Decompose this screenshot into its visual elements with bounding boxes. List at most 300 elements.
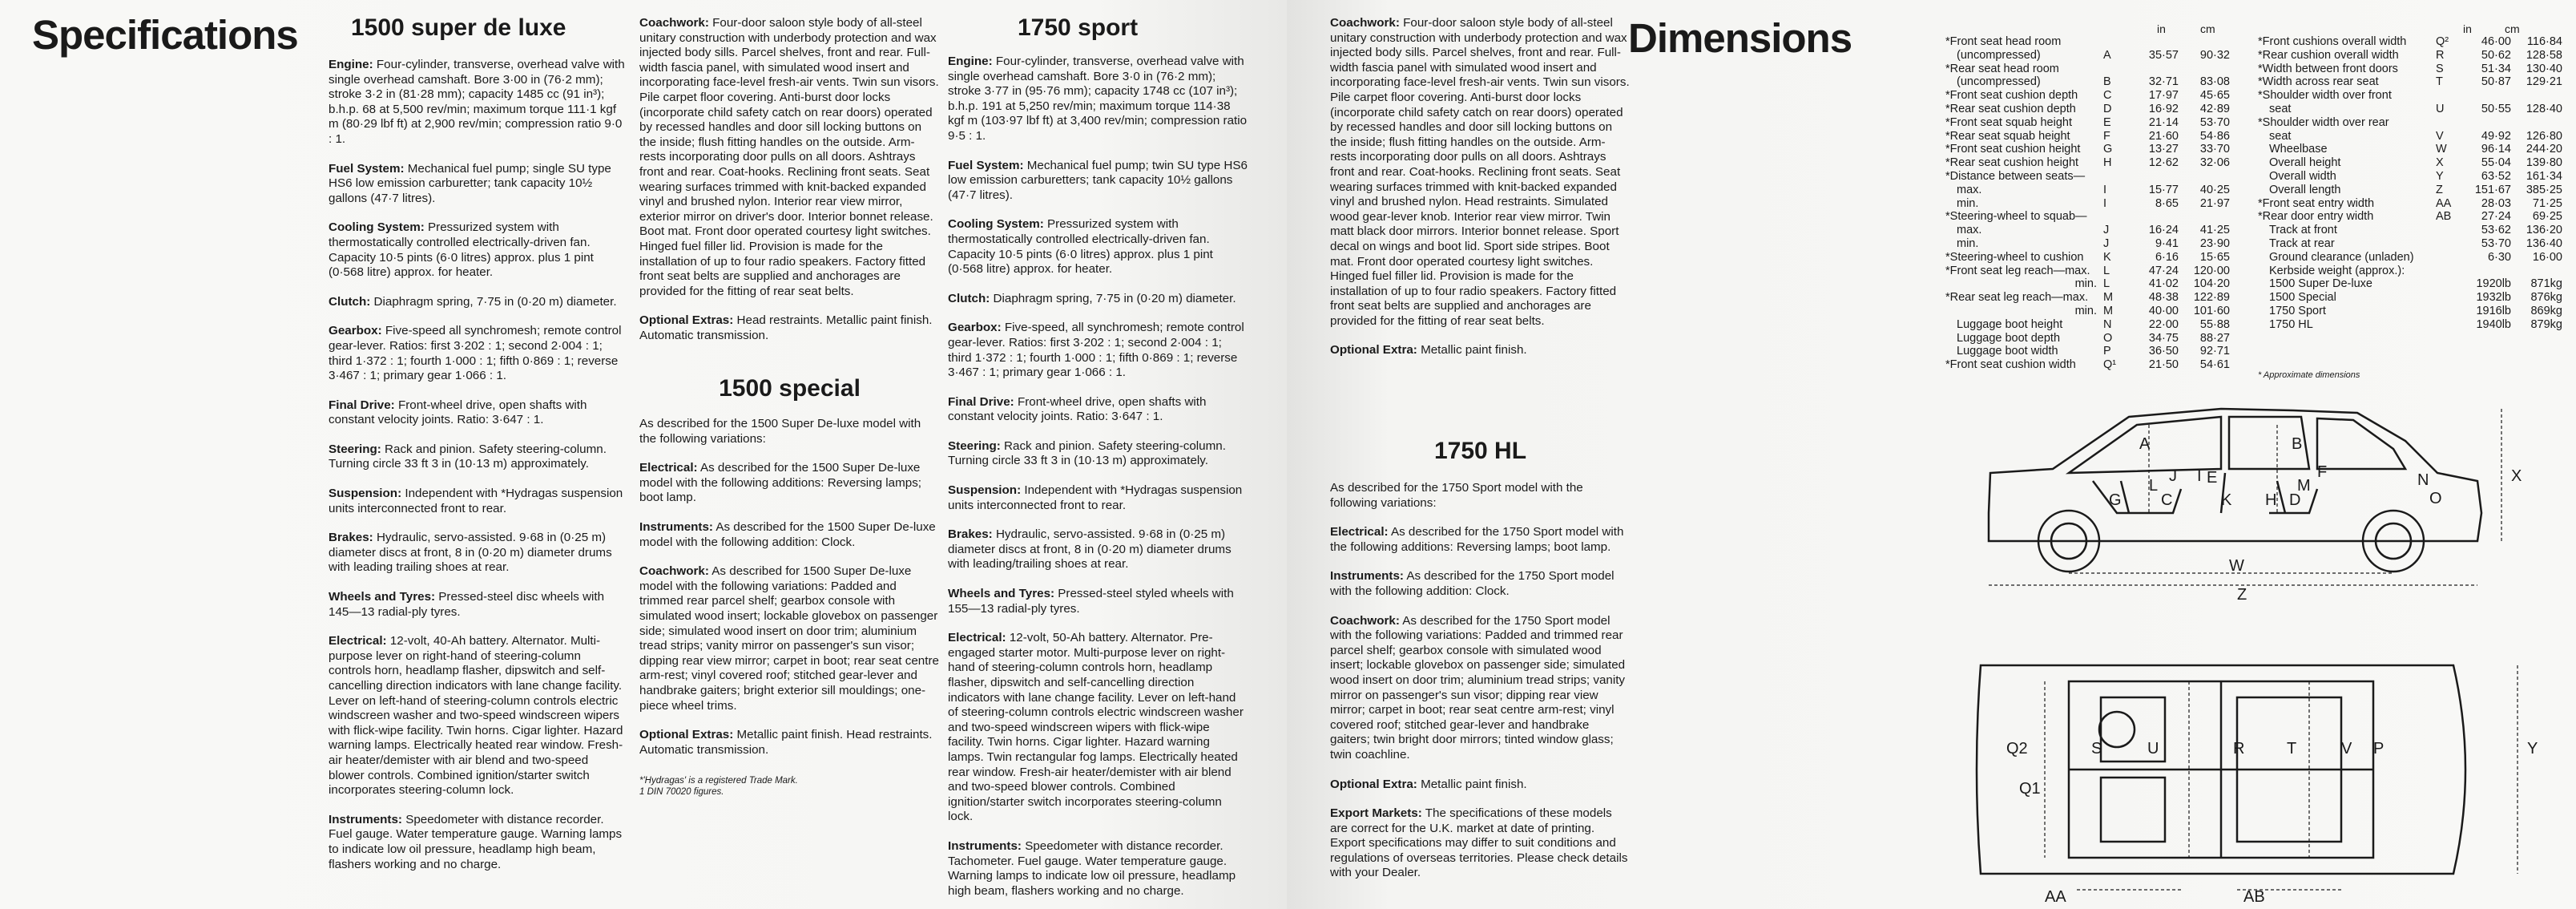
special-spec-text: As described for the 1500 Super De-luxe model with the following addition: Clock. xyxy=(639,519,936,549)
hl-intro: As described for the 1750 Sport model with the following variations: xyxy=(1330,481,1583,510)
dimension-row xyxy=(1945,184,2230,197)
dimension-label: (uncompressed) xyxy=(1957,48,2041,62)
dimension-inches xyxy=(2460,89,2511,103)
sdl-spec-label: Final Drive: xyxy=(329,398,395,412)
sdl-spec-label: Optional Extras: xyxy=(639,313,734,328)
dimension-label: *Shoulder width over rear xyxy=(2258,115,2389,129)
dimension-label: *Width across rear seat xyxy=(2258,75,2379,89)
dimension-inches: 40·00 xyxy=(2148,304,2179,317)
dimension-row xyxy=(2258,75,2562,89)
dimension-code xyxy=(2436,237,2460,251)
dimension-row xyxy=(1945,224,2230,237)
dimension-label: *Front seat leg reach—max. xyxy=(1945,264,2090,277)
sport-spec-text: Five-speed, all synchromesh; remote control gear-lever. Ratios: first 3·202 : 1; second 2·004 : 1; third 1·372 : 1; fourth 1·000 : 1; fifth 0·869 : 1; reverse 3·467 : 1; primary gear 1·066 : 1. xyxy=(948,321,1244,380)
sport-spec-text: Hydraulic, servo-assisted. 9·68 in (0·25 m) diameter discs at front, 8 in (0·20 m) diameter drums with leading/trailing shoes at rear. xyxy=(948,527,1232,572)
dimension-cm xyxy=(2511,89,2562,103)
sdl-spec-text: Mechanical fuel pump; single SU type HS6 low emission carburetter; tank capacity 10½ gallons (47·7 litres). xyxy=(329,161,611,205)
dimension-cm: 139·80 xyxy=(2526,156,2562,170)
dimension-row xyxy=(1945,358,2230,372)
hl-spec-label: Coachwork: xyxy=(1330,613,1400,628)
diagram-letter-aa: AA xyxy=(2045,888,2066,906)
diagram-letter-h: H xyxy=(2265,491,2277,509)
diagram-letter-e: E xyxy=(2207,469,2218,487)
dimension-label: seat xyxy=(2269,102,2292,115)
diagram-letter-k: K xyxy=(2221,491,2232,509)
dimension-cm xyxy=(2179,170,2230,184)
sdl-spec-text: Pressurized system with thermostatically controlled electrically-driven fan. Capacity 10·5 pints (6·0 litres) approx. plus 1 pint (0·568 litre) approx. for heater. xyxy=(329,220,594,280)
car-top-view-diagram xyxy=(1957,633,2566,906)
dimension-cm: 54·61 xyxy=(2199,358,2230,372)
sdl-spec-paragraph xyxy=(329,531,625,576)
dimension-code xyxy=(2103,170,2127,184)
sport-spec-paragraph xyxy=(948,631,1248,825)
hydragas-footnote: *'Hydragas' is a registered Trade Mark. xyxy=(639,776,798,786)
dimension-cm: 15·65 xyxy=(2199,250,2230,264)
diagram-letter-ab: AB xyxy=(2243,888,2265,906)
hl-column xyxy=(1330,481,1631,881)
dimension-row xyxy=(2258,184,2562,197)
left-page xyxy=(0,0,1287,909)
dimension-inches: 35·57 xyxy=(2148,48,2179,62)
dimension-row xyxy=(1945,89,2230,103)
dimension-row xyxy=(1945,251,2230,265)
dimension-cm: 122·89 xyxy=(2193,291,2230,305)
special-spec-label: Electrical: xyxy=(639,461,698,475)
diagram-letter-t: T xyxy=(2287,740,2297,758)
dimension-label: *Rear seat cushion height xyxy=(1945,156,2079,170)
dimension-inches: 50·55 xyxy=(2481,102,2511,115)
dimension-cm: 21·97 xyxy=(2199,196,2230,210)
sdl-spec-paragraph xyxy=(329,220,625,280)
special-spec-text: As described for the 1500 Super De-luxe model with the following additions: Reversing lamps; boot lamp. xyxy=(639,461,922,505)
dimension-row xyxy=(2258,35,2562,49)
sdl-spec-text: Independent with *Hydragas suspension units interconnected front to rear. xyxy=(329,487,623,515)
diagram-letter-q2: Q2 xyxy=(2006,740,2028,758)
sdl-spec-label: Fuel System: xyxy=(329,161,405,176)
dimension-inches: 47·24 xyxy=(2148,264,2179,277)
dimension-row xyxy=(1945,197,2230,211)
dimension-label: *Front seat cushion depth xyxy=(1945,89,2078,103)
hl-spec-text: As described for the 1750 Sport model with the following addition: Clock. xyxy=(1330,569,1615,598)
diagram-letter-z: Z xyxy=(2237,586,2247,604)
dimension-label: seat xyxy=(2269,129,2292,143)
dimension-row xyxy=(1945,170,2230,184)
sdl-spec-label: Gearbox: xyxy=(329,324,382,338)
dimension-code: I xyxy=(2103,183,2107,196)
dimension-inches: 53·62 xyxy=(2481,224,2511,237)
dimension-cm xyxy=(2511,265,2562,278)
dimension-cm: 869kg xyxy=(2530,304,2562,317)
car-side-view-diagram xyxy=(1957,393,2550,625)
dimension-label: Luggage boot width xyxy=(1957,345,2058,358)
dimension-row xyxy=(1945,156,2230,170)
sport-spec-text: Pressed-steel styled wheels with 155—13 radial-ply tyres. xyxy=(948,587,1234,616)
diagram-letter-a: A xyxy=(2139,435,2151,453)
dimension-cm: 40·25 xyxy=(2199,183,2230,196)
sport-cont-spec-label: Coachwork: xyxy=(1330,16,1400,30)
hl-section xyxy=(1330,439,1631,895)
sdl-spec-text: Head restraints. Metallic paint finish. Automatic transmission. xyxy=(639,313,933,342)
dimension-code: M xyxy=(2103,304,2114,317)
diagram-letter-v: V xyxy=(2341,740,2352,758)
sdl-spec-label: Electrical: xyxy=(329,634,387,648)
car-side-body xyxy=(1989,409,2481,572)
dimension-cm: 16·00 xyxy=(2532,250,2562,264)
dimension-label: *Front cushions overall width xyxy=(2258,35,2407,48)
sport-cont-spec-text: Metallic paint finish. xyxy=(1417,343,1527,358)
diagram-letter-q1: Q1 xyxy=(2019,780,2041,798)
dimension-inches xyxy=(2460,116,2511,130)
dimension-inches xyxy=(2127,210,2179,224)
dimension-code: X xyxy=(2436,156,2444,170)
dimension-cm: 32·06 xyxy=(2199,156,2230,170)
dimension-label: Overall length xyxy=(2269,183,2341,196)
dimension-inches: 51·34 xyxy=(2481,62,2511,75)
dimension-row xyxy=(2258,156,2562,170)
dimension-label: max. xyxy=(1957,183,1982,196)
dimension-inches: 17·97 xyxy=(2148,89,2179,103)
diagram-letter-r: R xyxy=(2233,740,2245,758)
sport-spec-paragraph xyxy=(948,159,1248,204)
diagram-letter-s: S xyxy=(2091,740,2102,758)
dimension-label: (uncompressed) xyxy=(1957,75,2041,89)
hl-spec-label: Optional Extra: xyxy=(1330,777,1417,791)
dimension-cm: 92·71 xyxy=(2199,345,2230,358)
hl-spec-paragraph xyxy=(1330,806,1631,881)
dimension-label: *Rear seat head room xyxy=(1945,62,2059,75)
sdl-spec-text: Speedometer with distance recorder. Fuel gauge. Water temperature gauge. Warning lamps to indicate low oil pressure, headlamp high beam, flashers working and no charge. xyxy=(329,812,623,871)
sport-continued-column xyxy=(1330,16,1631,373)
dimension-cm: 244·20 xyxy=(2526,143,2562,156)
sport-spec-label: Wheels and Tyres: xyxy=(948,587,1055,601)
dimension-cm: 879kg xyxy=(2530,317,2562,331)
dimension-code: G xyxy=(2103,143,2113,156)
dimension-row xyxy=(1945,291,2230,305)
dimension-inches: 1932lb xyxy=(2476,291,2511,305)
dimension-code: L xyxy=(2103,277,2110,291)
hl-spec-label: Instruments: xyxy=(1330,569,1404,584)
dimension-cm xyxy=(2179,210,2230,224)
dimension-inches xyxy=(2460,265,2511,278)
dimension-code xyxy=(2436,305,2460,318)
special-spec-paragraph xyxy=(639,520,940,550)
dimension-inches: 36·50 xyxy=(2148,345,2179,358)
dimension-cm: 88·27 xyxy=(2199,331,2230,345)
dimension-code: R xyxy=(2436,48,2445,62)
dimension-cm: 126·80 xyxy=(2526,129,2562,143)
dimension-inches: 49·92 xyxy=(2481,129,2511,143)
dimension-cm: 45·65 xyxy=(2199,89,2230,103)
dimension-row xyxy=(1945,332,2230,345)
diagram-letter-b: B xyxy=(2292,435,2303,453)
dimension-code: W xyxy=(2436,143,2447,156)
sdl-spec-label: Clutch: xyxy=(329,294,371,309)
dimension-cm: 136·20 xyxy=(2526,224,2562,237)
dimension-inches: 55·04 xyxy=(2481,156,2511,170)
dimension-inches: 12·62 xyxy=(2148,156,2179,170)
dimension-cm: 871kg xyxy=(2530,277,2562,291)
dimension-label: min. xyxy=(2074,277,2097,291)
dimension-label: Kerbside weight (approx.): xyxy=(2269,264,2405,277)
dimension-label: *Steering-wheel to squab— xyxy=(1945,210,2087,224)
sport-spec-paragraph xyxy=(948,839,1248,899)
dimension-code xyxy=(2436,116,2460,130)
dimension-inches: 96·14 xyxy=(2481,143,2511,156)
special-spec-text: Metallic paint finish. Head restraints. Automatic transmission. xyxy=(639,728,933,757)
hl-spec-text: The specifications of these models are correct for the U.K. market at date of printing. Export specifications may differ to suit conditions and regulations of overseas territories. Please check details with your Dealer. xyxy=(1330,806,1628,880)
sdl-spec-text: Front-wheel drive, open shafts with constant velocity joints. Ratio: 3·647 : 1. xyxy=(329,398,587,427)
sdl-spec-text: 12-volt, 40-Ah battery. Alternator. Multi-purpose lever on right-hand of steering-column controls horn, headlamp flasher, dipswitch and self-cancelling direction indicators with lane change facility. Lever on left-hand of steering-column controls electric windscreen washer and two-speed windscreen wipers with flick-wipe facility. Twin horns. Cigar lighter. Hazard warning lamps. Electrically heated rear window. Fresh-air heater/demister with air blend and two-speed blower controls. Combined ignition/starter switch incorporates steering-column lock. xyxy=(329,634,623,798)
dimension-cm xyxy=(2511,116,2562,130)
sport-spec-paragraph xyxy=(948,483,1248,513)
diagram-letter-g: G xyxy=(2109,491,2122,509)
sport-spec-paragraph xyxy=(948,439,1248,469)
sport-spec-text: Pressurized system with thermostatically controlled electrically-driven fan. Capacity 10·5 pints (6·0 litres) approx. plus 1 pint (0·568 litre) approx. for heater. xyxy=(948,217,1213,277)
sdl-spec-label: Cooling System: xyxy=(329,220,425,235)
dimension-code: V xyxy=(2436,129,2444,143)
dimensions-table-1 xyxy=(1945,35,2230,372)
dimension-inches: 46·00 xyxy=(2481,35,2511,48)
dimension-code xyxy=(2436,291,2460,305)
dimension-cm: 161·34 xyxy=(2526,169,2562,183)
dimension-row xyxy=(1945,130,2230,143)
dimension-inches: 1920lb xyxy=(2476,277,2511,291)
dimension-label: min. xyxy=(1957,236,1979,250)
sport-spec-text: Speedometer with distance recorder. Tachometer. Fuel gauge. Water temperature gauge. Warning lamps to indicate low oil pressure, headlamp high beam, flashers working and no charge. xyxy=(948,838,1236,898)
hl-title: 1750 HL xyxy=(1433,438,1527,464)
car-top-body xyxy=(1977,665,2465,874)
sport-spec-label: Gearbox: xyxy=(948,321,1002,335)
diagram-letter-p: P xyxy=(2373,740,2385,758)
unit-cm-1: cm xyxy=(2200,22,2215,35)
diagram-letter-d: D xyxy=(2289,491,2301,509)
dimension-code xyxy=(2436,277,2460,291)
dimension-cm: 130·40 xyxy=(2526,62,2562,75)
dimension-cm: 69·25 xyxy=(2532,210,2562,224)
dimension-row xyxy=(1945,305,2230,318)
dimension-code: Q² xyxy=(2436,35,2449,48)
sdl-spec-paragraph xyxy=(329,162,625,207)
specifications-title: Specifications xyxy=(32,12,298,58)
dimension-cm xyxy=(2179,35,2230,49)
sdl-spec-paragraph xyxy=(639,16,940,299)
sdl-spec-paragraph xyxy=(329,442,625,472)
dimension-inches xyxy=(2127,63,2179,76)
dimension-label: *Rear cushion overall width xyxy=(2258,48,2399,62)
dimension-code: K xyxy=(2103,250,2111,264)
dimension-inches: 34·75 xyxy=(2148,331,2179,345)
special-section xyxy=(639,377,940,798)
sport-spec-label: Fuel System: xyxy=(948,158,1024,172)
dimension-inches: 28·03 xyxy=(2481,196,2511,210)
dimension-label: min. xyxy=(1957,196,1979,210)
dimension-inches: 32·71 xyxy=(2148,75,2179,89)
sport-spec-text: Four-cylinder, transverse, overhead valve with single overhead camshaft. Bore 3·0 in (76·2 mm); stroke 3·77 in (95·76 mm); capacity 1748 cc (107 in³); b.h.p. 191 at 5,250 rev/min; maximum torque 114·38 kgf m (103·97 lbf ft) at 3,400 rev/min; compression ratio 9·5 : 1. xyxy=(948,55,1248,143)
sdl-spec-paragraph xyxy=(329,398,625,428)
dimension-row xyxy=(1945,116,2230,130)
sport-spec-paragraph xyxy=(948,321,1248,380)
hl-spec-text: As described for the 1750 Sport model with the following additions: Reversing lamps; boot lamp. xyxy=(1330,525,1624,554)
dimension-label: 1750 HL xyxy=(2269,317,2313,331)
sport-spec-label: Steering: xyxy=(948,438,1001,453)
sport-spec-label: Suspension: xyxy=(948,483,1022,498)
dimension-label: *Rear seat leg reach—max. xyxy=(1945,291,2089,305)
dimension-inches: 53·70 xyxy=(2481,236,2511,250)
hl-spec-label: Electrical: xyxy=(1330,525,1389,539)
sport-spec-text: Diaphragm spring, 7·75 in (0·20 m) diameter. xyxy=(990,291,1236,305)
sport-spec-paragraph xyxy=(948,587,1248,616)
hl-spec-paragraph xyxy=(1330,614,1631,763)
dimension-cm: 23·90 xyxy=(2199,236,2230,250)
diagram-letter-w: W xyxy=(2229,557,2244,575)
dimension-inches: 16·92 xyxy=(2148,102,2179,115)
sdl-spec-text: Pressed-steel disc wheels with 145—13 radial-ply tyres. xyxy=(329,590,605,619)
dimension-row xyxy=(2258,210,2562,224)
dimension-row xyxy=(2258,305,2562,318)
dimension-row xyxy=(1945,237,2230,251)
dimension-code: A xyxy=(2103,48,2111,62)
dimension-label: 1750 Sport xyxy=(2269,304,2326,317)
diagram-letter-l: L xyxy=(2149,477,2159,495)
sdl-spec-label: Suspension: xyxy=(329,487,402,501)
dimensions-table-2 xyxy=(2258,35,2562,332)
dimension-row xyxy=(2258,89,2562,103)
sdl-spec-paragraph xyxy=(329,590,625,620)
dimension-label: *Distance between seats— xyxy=(1945,169,2086,183)
car-top-labels xyxy=(2006,740,2538,906)
dimension-inches: 63·52 xyxy=(2481,169,2511,183)
dimension-code: P xyxy=(2103,345,2111,358)
dimension-row xyxy=(1945,277,2230,291)
dimension-row xyxy=(2258,318,2562,332)
dimension-inches: 21·50 xyxy=(2148,358,2179,372)
dimension-label: *Front seat squab height xyxy=(1945,115,2072,129)
sdl-spec-paragraph xyxy=(329,634,625,798)
diagram-letter-f: F xyxy=(2317,463,2328,481)
sdl-spec-text: Five-speed all synchromesh; remote control gear-lever. Ratios: first 3·202 : 1; second 2·004 : 1; third 1·372 : 1; fourth 1·000 : 1; fifth 0·869 : 1; reverse 3·467 : 1; primary gear 1·066 : 1. xyxy=(329,324,622,383)
sdl-spec-text: Four-cylinder, transverse, overhead valve with single overhead camshaft. Bore 3·00 in (76·2 mm); stroke 3·2 in (81·28 mm); capacity 1485 cc (91 in³); b.h.p. 68 at 5,500 rev/min; maximum torque 111·1 kgf m (80·29 lbf ft) at 2,900 rev/min; compression ratio 9·0 : 1. xyxy=(329,58,625,146)
sport-spec-paragraph xyxy=(948,527,1248,572)
sport-spec-paragraph xyxy=(948,395,1248,425)
dimension-code: B xyxy=(2103,75,2111,89)
dimension-code: C xyxy=(2103,89,2112,103)
dimension-cm: 136·40 xyxy=(2526,236,2562,250)
diagram-letter-i: I xyxy=(2197,467,2202,485)
sdl-spec-text: Four-door saloon style body of all-steel unitary construction with underbody protection and wax injected body sills. Parcel shelves, front and rear. Full-width fascia panel, with simulated wood insert and incorporating face-level fresh-air vents. Twin sun visors. Pile carpet floor covering. Anti-burst door locks (incorporate child safety catch on rear doors) operated by recessed handles and door sill locking buttons on the inside; flush fitting handles on the outside. Arm-rests incorporating door pulls on all doors. Ashtrays front and rear. Coat-hooks. Reclining front seats. Seat wearing surfaces trimmed with knit-backed expanded vinyl and brushed nylon. Interior rear view mirror, exterior mirror on driver's door. Interior bonnet release. Boot mat. Front door operated courtesy light switches. Hinged fuel filler lid. Provision is made for the installation of up to four radio speakers. Factory fitted front seat belts are supplied and anchorages are provided for the fitting of rear seat belts. xyxy=(639,16,939,298)
dimension-inches: 21·60 xyxy=(2148,129,2179,143)
diagram-letter-n: N xyxy=(2417,471,2429,489)
dimension-row xyxy=(2258,116,2562,130)
dimension-row xyxy=(2258,224,2562,237)
dimension-code: N xyxy=(2103,317,2112,331)
dimension-code: AA xyxy=(2436,196,2452,210)
super-de-luxe-column-1 xyxy=(329,58,625,887)
diagram-letter-u: U xyxy=(2147,740,2159,758)
dimension-inches: 6·16 xyxy=(2155,250,2179,264)
dimension-cm: 41·25 xyxy=(2199,224,2230,237)
dimension-code: H xyxy=(2103,156,2112,170)
special-spec-label: Coachwork: xyxy=(639,564,709,579)
dimension-code: O xyxy=(2103,331,2113,345)
sport-spec-paragraph xyxy=(948,55,1248,144)
dimension-code xyxy=(2436,265,2460,278)
dimension-label: 1500 Super De-luxe xyxy=(2269,277,2372,291)
dimension-row xyxy=(1945,63,2230,76)
dimension-inches: 50·87 xyxy=(2481,75,2511,89)
dimension-cm: 55·88 xyxy=(2199,317,2230,331)
dimension-row xyxy=(1945,265,2230,278)
special-spec-label: Instruments: xyxy=(639,519,713,534)
dimension-code xyxy=(2103,210,2127,224)
car-side-labels xyxy=(2109,435,2522,604)
right-page xyxy=(1287,0,2576,909)
dimension-row xyxy=(2258,251,2562,265)
dimension-inches: 21·14 xyxy=(2148,115,2179,129)
sport-spec-paragraph xyxy=(948,217,1248,277)
dimension-cm: 128·58 xyxy=(2526,48,2562,62)
dimension-cm: 120·00 xyxy=(2193,264,2230,277)
dimension-code: J xyxy=(2103,224,2110,237)
dimension-row xyxy=(1945,49,2230,63)
sport-spec-label: Brakes: xyxy=(948,527,993,542)
dimension-inches: 6·30 xyxy=(2487,250,2511,264)
dimension-row xyxy=(2258,63,2562,76)
sdl-spec-paragraph xyxy=(639,313,940,343)
dimension-label: max. xyxy=(1957,224,1982,237)
dimension-cm: 876kg xyxy=(2530,291,2562,305)
sport-spec-label: Final Drive: xyxy=(948,394,1014,409)
dimension-cm: 104·20 xyxy=(2193,277,2230,291)
approx-note: * Approximate dimensions xyxy=(2258,370,2360,380)
dimension-row xyxy=(2258,197,2562,211)
special-spec-paragraph xyxy=(639,461,940,506)
sdl-spec-label: Wheels and Tyres: xyxy=(329,590,436,604)
dimension-row xyxy=(2258,143,2562,156)
dimension-row xyxy=(2258,237,2562,251)
dimension-label: *Rear seat squab height xyxy=(1945,129,2070,143)
dimension-row xyxy=(1945,143,2230,156)
special-spec-text: As described for 1500 Super De-luxe model with the following variations: Padded and trimmed rear parcel shelf; gearbox console with simulated wood insert; lockable glovebox on passenger side; simulated wood insert on door trim; aluminium tread strips; vanity mirror on passenger's sun visor; dipping rear view mirror; carpet in boot; rear seat centre arm-rest; vinyl covered roof; stitched gear-lever and handbrake gaiters; bright exterior sill mouldings; one-piece wheel trims. xyxy=(639,564,939,713)
dimension-code xyxy=(2436,251,2460,265)
dimension-label: *Front seat cushion height xyxy=(1945,143,2081,156)
dimension-code: E xyxy=(2103,115,2111,129)
dimension-inches: 1916lb xyxy=(2476,304,2511,317)
sport-title: 1750 sport xyxy=(1018,14,1139,41)
din-footnote: 1 DIN 70020 figures. xyxy=(639,787,724,798)
sdl-spec-label: Coachwork: xyxy=(639,16,709,30)
super-de-luxe-column-2 xyxy=(639,16,940,358)
dimension-inches: 48·38 xyxy=(2148,291,2179,305)
special-spec-paragraph xyxy=(639,564,940,713)
sdl-spec-label: Engine: xyxy=(329,58,373,71)
dimension-label: *Rear seat cushion depth xyxy=(1945,102,2076,115)
dimension-inches: 8·65 xyxy=(2155,196,2179,210)
dimension-inches: 1940lb xyxy=(2476,317,2511,331)
sport-spec-text: Independent with *Hydragas suspension units interconnected front to rear. xyxy=(948,483,1243,512)
dimension-inches: 50·62 xyxy=(2481,48,2511,62)
diagram-letter-j: J xyxy=(2169,467,2177,485)
special-spec-paragraph xyxy=(639,728,940,758)
dimension-code xyxy=(2103,35,2127,49)
dimension-label: Track at rear xyxy=(2269,236,2335,250)
dimension-code: I xyxy=(2103,196,2107,210)
special-title: 1500 special xyxy=(719,375,861,402)
dimension-code: U xyxy=(2436,102,2445,115)
dimension-label: *Shoulder width over front xyxy=(2258,89,2392,103)
special-intro: As described for the 1500 Super De-luxe model with the following variations: xyxy=(639,417,921,446)
dimension-row xyxy=(1945,35,2230,49)
dimension-cm xyxy=(2179,63,2230,76)
